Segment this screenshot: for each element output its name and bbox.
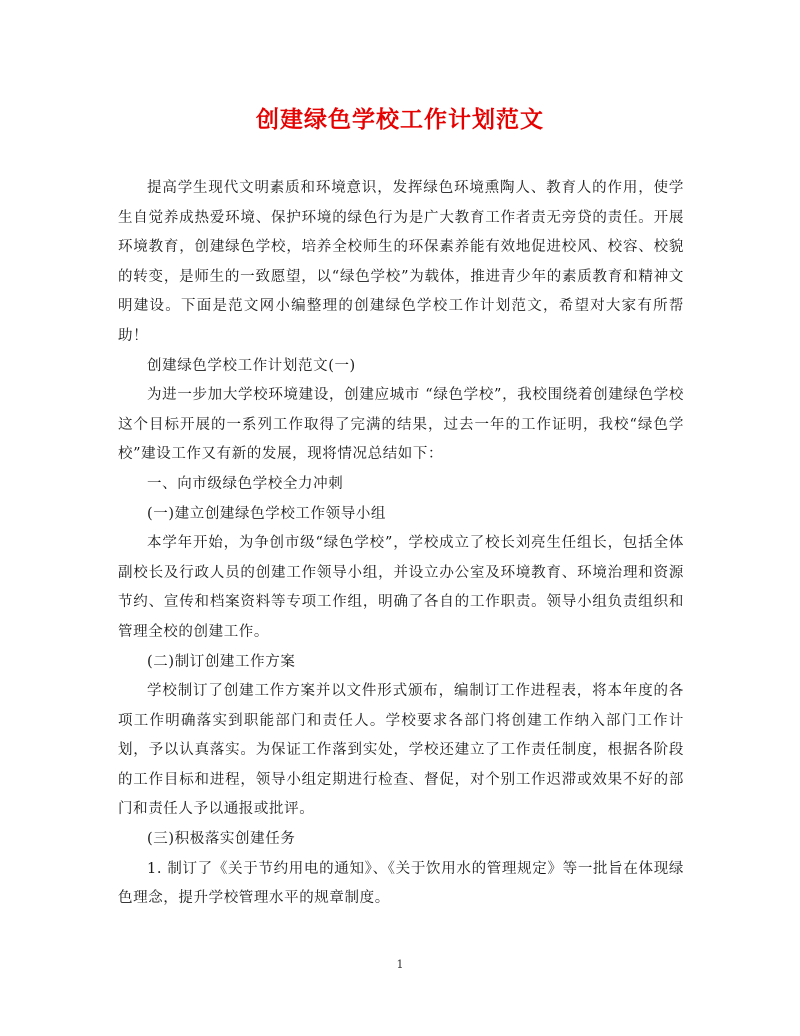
body-paragraph: 本学年开始，为争创市级“绿色学校”，学校成立了校长刘亮生任组长，包括全体副校长及行政人员的创建工作领导小组，并设立办公室及环境教育、环境治理和资源节约、宣传和档案资料等专项工作组，明确了各自的工作职责。领导小组负责组织和管理全校的创建工作。 <box>118 535 684 640</box>
body-paragraph: 为进一步加大学校环境建设，创建应城市 “绿色学校”，我校围绕着创建绿色学校这个目标开展的一系列工作取得了完满的结果，过去一年的工作证明，我校“绿色学校”建设工作又有新的发展，现将情况总结如下： <box>118 387 684 463</box>
document-body <box>118 174 684 914</box>
body-paragraph: 1. 制订了《关于节约用电的通知》、《关于饮用水的管理规定》等一批旨在体现绿色理念，提升学校管理水平的规章制度。 <box>118 860 684 907</box>
subsection-heading: 一、向市级绿色学校全力冲刺 <box>147 475 344 492</box>
body-paragraph: 学校制订了创建工作方案并以文件形式颁布，编制订工作进程表，将本年度的各项工作明确落实到职能部门和责任人。学校要求各部门将创建工作纳入部门工作计划，予以认真落实。为保证工作落到实处，学校还建立了工作责任制度，根据各阶段的工作目标和进程，领导小组定期进行检查、督促，对个别工作迟滞或效果不好的部门和责任人予以通报或批评。 <box>118 683 684 818</box>
intro-paragraph: 提高学生现代文明素质和环境意识，发挥绿色环境熏陶人、教育人的作用，使学生自觉养成热爱环境、保护环境的绿色行为是广大教育工作者责无旁贷的责任。开展环境教育，创建绿色学校，培养全校师生的环保素养能有效地促进校风、校容、校貌的转变，是师生的一致愿望，以“绿色学校”为载体，推进青少年的素质教育和精神文明建设。下面是范文网小编整理的创建绿色学校工作计划范文，希望对大家有所帮助！ <box>118 180 684 344</box>
document-title: 创建绿色学校工作计划范文 <box>256 106 544 133</box>
section-heading: 创建绿色学校工作计划范文(一) <box>147 357 356 374</box>
item-heading: (二)制订创建工作方案 <box>147 653 296 670</box>
item-heading: (一)建立创建绿色学校工作领导小组 <box>147 505 387 522</box>
page-number: 1 <box>396 958 404 971</box>
item-heading: (三)积极落实创建任务 <box>147 831 296 848</box>
